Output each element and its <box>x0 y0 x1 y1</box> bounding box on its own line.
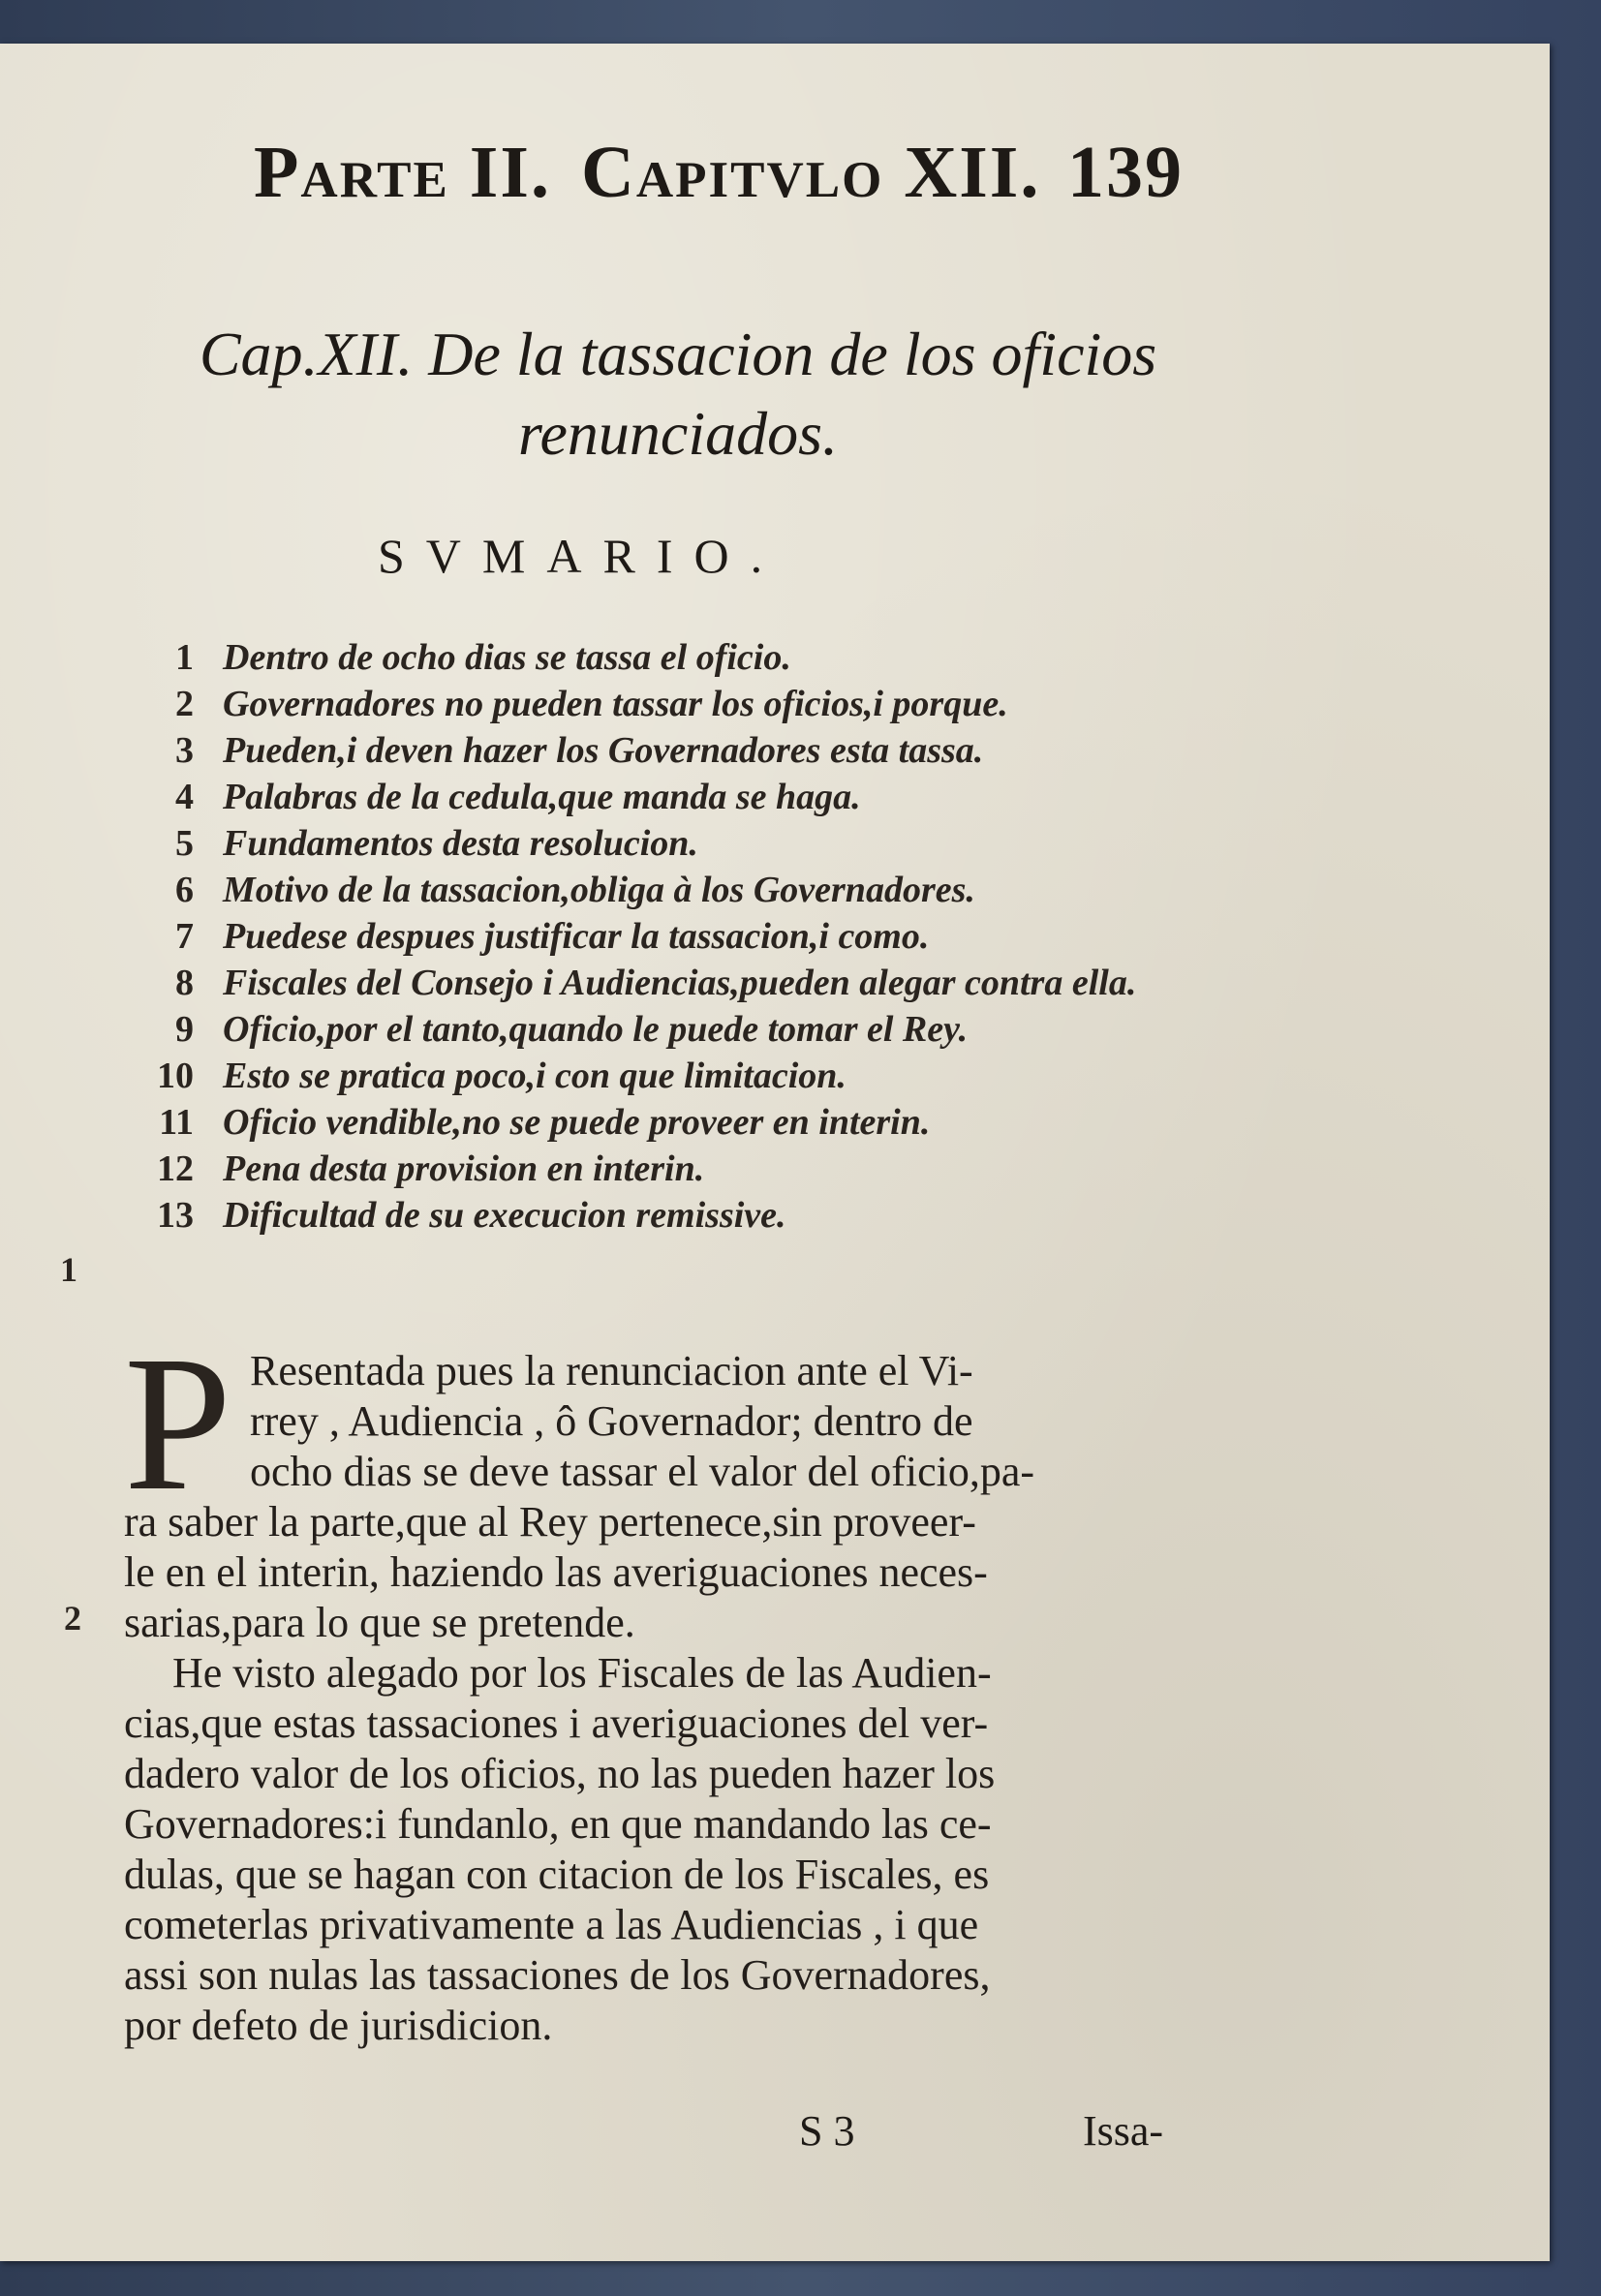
summary-item <box>136 867 1220 913</box>
summary-number: 9 <box>175 1009 194 1050</box>
summary-item <box>136 1006 1220 1053</box>
summary-text: Oficio vendible,no se puede proveer en interin. <box>223 1102 931 1143</box>
summary-item <box>136 1099 1220 1146</box>
summary-number: 13 <box>157 1195 194 1236</box>
drop-cap: P <box>124 1317 232 1531</box>
margin-note-2: 2 <box>64 1599 81 1638</box>
running-head-part: Parte II. <box>254 132 551 213</box>
chapter-title-line2: renunciados. <box>517 399 839 468</box>
summary-number: 6 <box>175 870 194 910</box>
running-head <box>254 131 1184 218</box>
running-head-chapter: Capitvlo XII. <box>580 132 1041 213</box>
summary-item <box>136 1146 1220 1192</box>
summary-item <box>136 774 1220 820</box>
body-line: por defeto de jurisdicion. <box>124 2002 553 2049</box>
summary-text: Governadores no pueden tassar los oficios,i porque. <box>223 684 1008 724</box>
summary-item <box>136 634 1220 681</box>
summary-text: Fundamentos desta resolucion. <box>223 823 698 864</box>
summary-text: Motivo de la tassacion,obliga à los Governadores. <box>223 870 975 910</box>
summary-text: Palabras de la cedula,que manda se haga. <box>223 777 861 817</box>
summary-text: Pueden,i deven hazer los Governadores esta tassa. <box>223 730 984 771</box>
page-number: 139 <box>1067 132 1184 213</box>
summary-heading: SVMARIO. <box>378 529 785 583</box>
summary-item <box>136 1192 1220 1239</box>
body-line: Resentada pues la renunciacion ante el Vi- <box>250 1347 973 1394</box>
body-line: ocho dias se deve tassar el valor del oficio,pa- <box>250 1448 1035 1495</box>
summary-item <box>136 820 1220 867</box>
body-line: He visto alegado por los Fiscales de las Audien- <box>172 1649 992 1697</box>
summary-text: Pena desta provision en interin. <box>223 1148 705 1189</box>
summary-item <box>136 1053 1220 1099</box>
summary-number: 11 <box>159 1102 194 1143</box>
summary-number: 8 <box>175 963 194 1003</box>
summary-text: Puedese despues justificar la tassacion,i como. <box>223 916 930 957</box>
summary-text: Fiscales del Consejo i Audiencias,pueden alegar contra ella. <box>223 963 1137 1003</box>
summary-number: 3 <box>175 730 194 771</box>
body-line: rrey , Audiencia , ô Governador; dentro de <box>250 1397 973 1445</box>
book-page <box>0 44 1550 2261</box>
summary-text: Oficio,por el tanto,quando le puede tomar el Rey. <box>223 1009 969 1050</box>
summary-number: 2 <box>175 684 194 724</box>
body-line: sarias,para lo que se pretende. <box>124 1599 635 1646</box>
summary-number: 10 <box>157 1056 194 1096</box>
summary-number: 12 <box>157 1148 194 1189</box>
summary-text: Dentro de ocho dias se tassa el oficio. <box>223 637 791 678</box>
body-line: dadero valor de los oficios, no las pueden hazer los <box>124 1750 996 1797</box>
body-line: cometerlas privativamente a las Audiencias , i que <box>124 1901 979 1948</box>
body-line: cias,que estas tassaciones i averiguaciones del ver- <box>124 1699 989 1747</box>
body-line: assi son nulas las tassaciones de los Governadores, <box>124 1951 991 1999</box>
chapter-title-line1: Cap.XII. De la tassacion de los oficios <box>199 320 1157 388</box>
body-line: ra saber la parte,que al Rey pertenece,sin proveer- <box>124 1498 976 1546</box>
catchword: Issa- <box>1083 2107 1164 2155</box>
summary-number: 7 <box>175 916 194 957</box>
margin-note-1: 1 <box>60 1250 77 1289</box>
body-text <box>124 1317 1201 2051</box>
summary-item <box>136 681 1220 727</box>
summary-number: 4 <box>175 777 194 817</box>
summary-number: 5 <box>175 823 194 864</box>
body-line: Governadores:i fundanlo, en que mandando las ce- <box>124 1800 992 1848</box>
body-line: dulas, que se hagan con citacion de los Fiscales, es <box>124 1851 990 1898</box>
summary-number: 1 <box>175 637 194 678</box>
summary-text: Dificultad de su execucion remissive. <box>223 1195 786 1236</box>
body-line: le en el interin, haziendo las averiguaciones neces- <box>124 1548 988 1596</box>
summary-text: Esto se pratica poco,i con que limitacion. <box>223 1056 847 1096</box>
summary-item <box>136 913 1220 960</box>
signature-mark: S 3 <box>799 2107 855 2155</box>
chapter-title <box>136 315 1220 474</box>
summary-item <box>136 960 1220 1006</box>
summary-item <box>136 727 1220 774</box>
summary-list <box>136 634 1220 1239</box>
